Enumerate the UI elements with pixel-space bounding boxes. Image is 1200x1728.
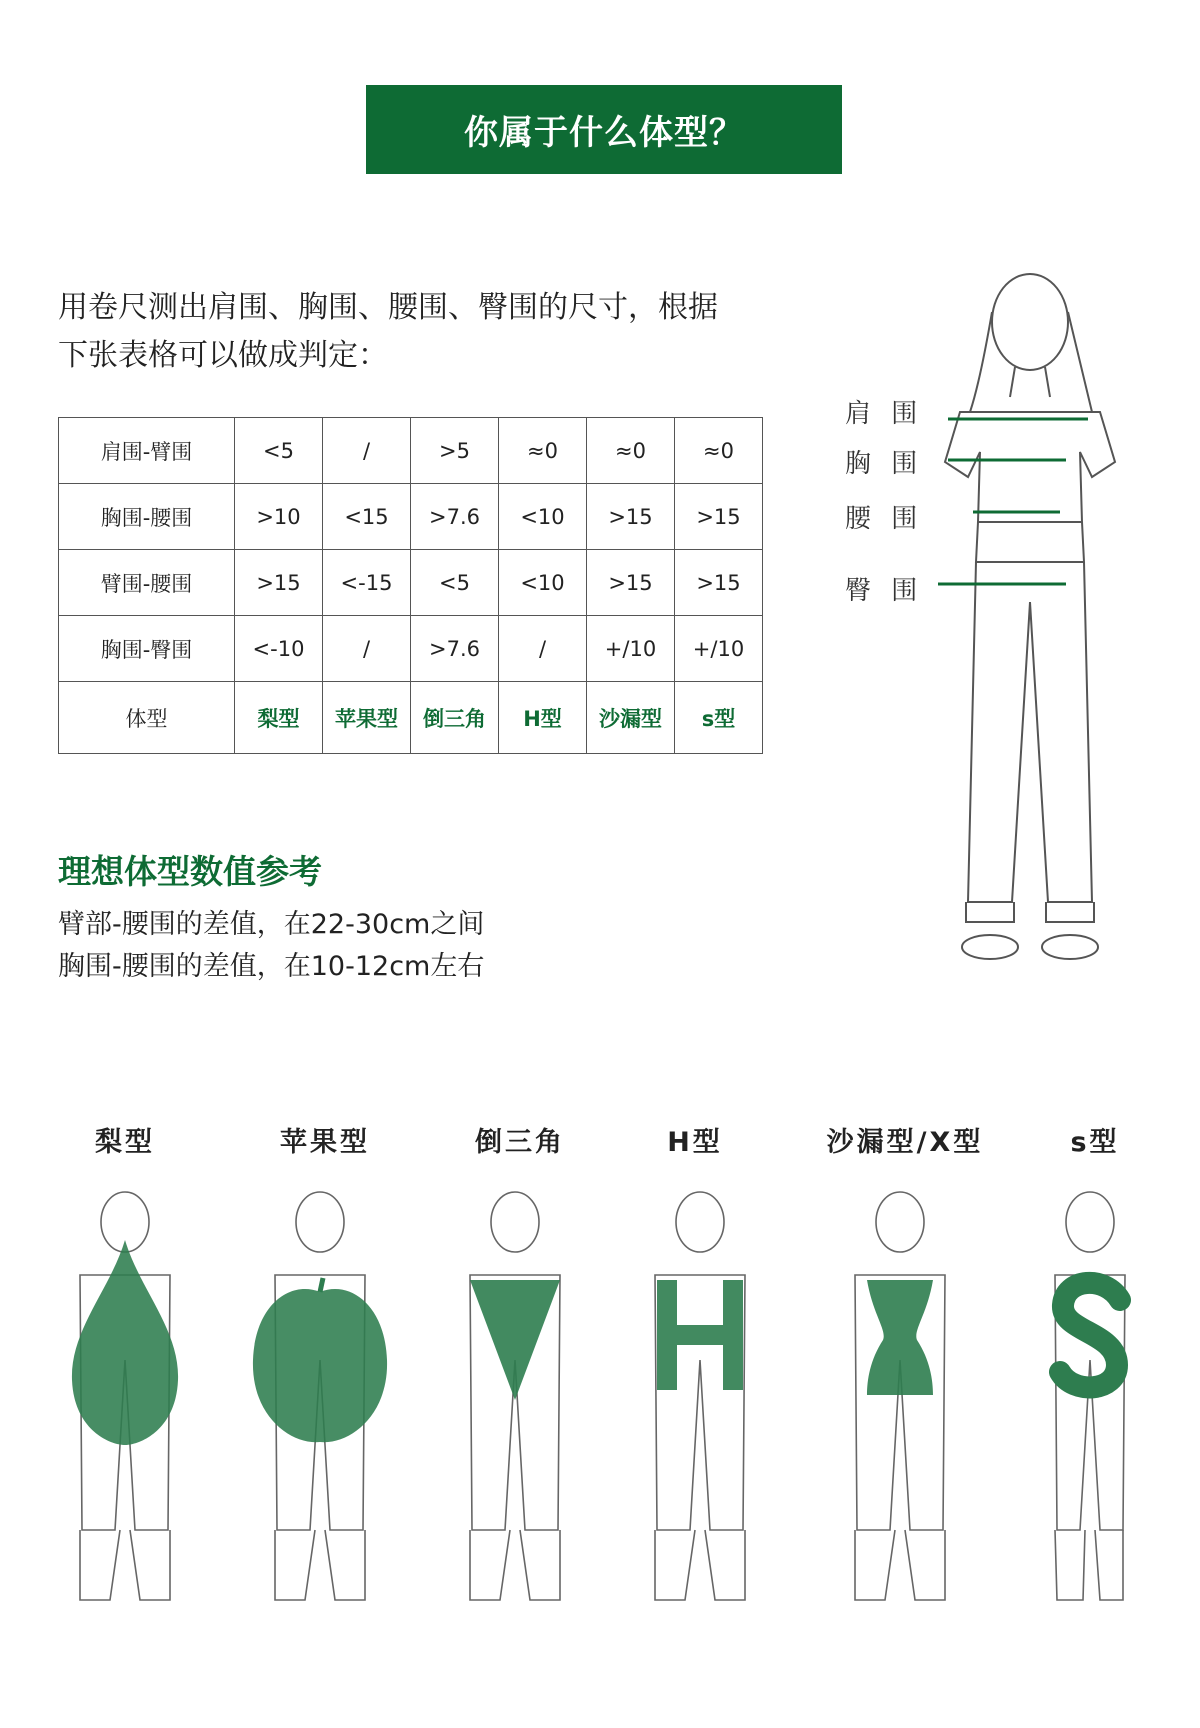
label-waist: 腰 围 [845,504,924,534]
ideal-line-1: 臂部-腰围的差值，在22-30cm之间 [58,909,485,940]
row-label: 肩围-臂围 [59,418,235,484]
table-cell: >15 [675,484,763,550]
type-label-hourglass: 沙漏型/X型 [826,1127,984,1158]
measure-lines [830,262,1170,1002]
figure-apple [235,1180,405,1630]
apple-icon [235,1180,405,1630]
figure-h [615,1180,785,1630]
table-cell: <10 [499,484,587,550]
label-bust: 胸 围 [845,449,924,479]
table-cell: >10 [235,484,323,550]
h-shape-icon [615,1180,785,1630]
type-cell: 苹果型 [323,682,411,754]
table-cell: >15 [587,484,675,550]
hourglass-icon [815,1180,985,1630]
intro-text [58,284,758,380]
table-cell: +/10 [675,616,763,682]
table-cell: <-10 [235,616,323,682]
body-type-table [58,417,763,754]
table-row [59,484,763,550]
row-label: 臂围-腰围 [59,550,235,616]
table-cell: ≈0 [587,418,675,484]
row-label: 胸围-腰围 [59,484,235,550]
table-row [59,616,763,682]
table-cell: >15 [235,550,323,616]
type-label-apple: 苹果型 [280,1127,370,1158]
type-cell: s型 [675,682,763,754]
intro-line-2: 下张表格可以做成判定： [58,338,388,373]
type-cell: 沙漏型 [587,682,675,754]
ideal-line-2: 胸围-腰围的差值，在10-12cm左右 [58,951,485,982]
ideal-title: 理想体型数值参考 [58,852,322,891]
type-label-pear: 梨型 [95,1127,155,1158]
row-label: 体型 [59,682,235,754]
table-cell: / [323,418,411,484]
type-cell: 倒三角 [411,682,499,754]
table-row [59,418,763,484]
figure-pear [40,1180,210,1630]
figure-inverted-triangle [430,1180,600,1630]
type-label-h: H型 [667,1127,723,1158]
type-label-s: s型 [1070,1127,1120,1158]
table-cell: ≈0 [499,418,587,484]
intro-line-1: 用卷尺测出肩围、胸围、腰围、臀围的尺寸，根据 [58,290,718,325]
page-title: 你属于什么体型？ [464,113,744,153]
s-shape-icon [1005,1180,1175,1630]
title-banner [366,85,842,174]
label-shoulder: 肩 围 [845,399,924,429]
type-cell: 梨型 [235,682,323,754]
table-cell: >7.6 [411,616,499,682]
table-cell: >15 [675,550,763,616]
table-row [59,550,763,616]
figure-hourglass [815,1180,985,1630]
table-cell: >5 [411,418,499,484]
table-cell: <10 [499,550,587,616]
type-cell: H型 [499,682,587,754]
table-cell: ≈0 [675,418,763,484]
table-cell: / [323,616,411,682]
table-cell: / [499,616,587,682]
table-cell: >7.6 [411,484,499,550]
hero-figure [830,262,1170,1002]
label-hip: 臀 围 [845,576,924,606]
figure-s [1005,1180,1175,1630]
pear-icon [40,1180,210,1630]
inverted-triangle-icon [430,1180,600,1630]
table-row-types [59,682,763,754]
table-cell: <-15 [323,550,411,616]
table-cell: +/10 [587,616,675,682]
table-cell: <5 [235,418,323,484]
type-label-inverted-triangle: 倒三角 [475,1127,565,1158]
table-cell: <5 [411,550,499,616]
table-cell: >15 [587,550,675,616]
table-cell: <15 [323,484,411,550]
row-label: 胸围-臀围 [59,616,235,682]
